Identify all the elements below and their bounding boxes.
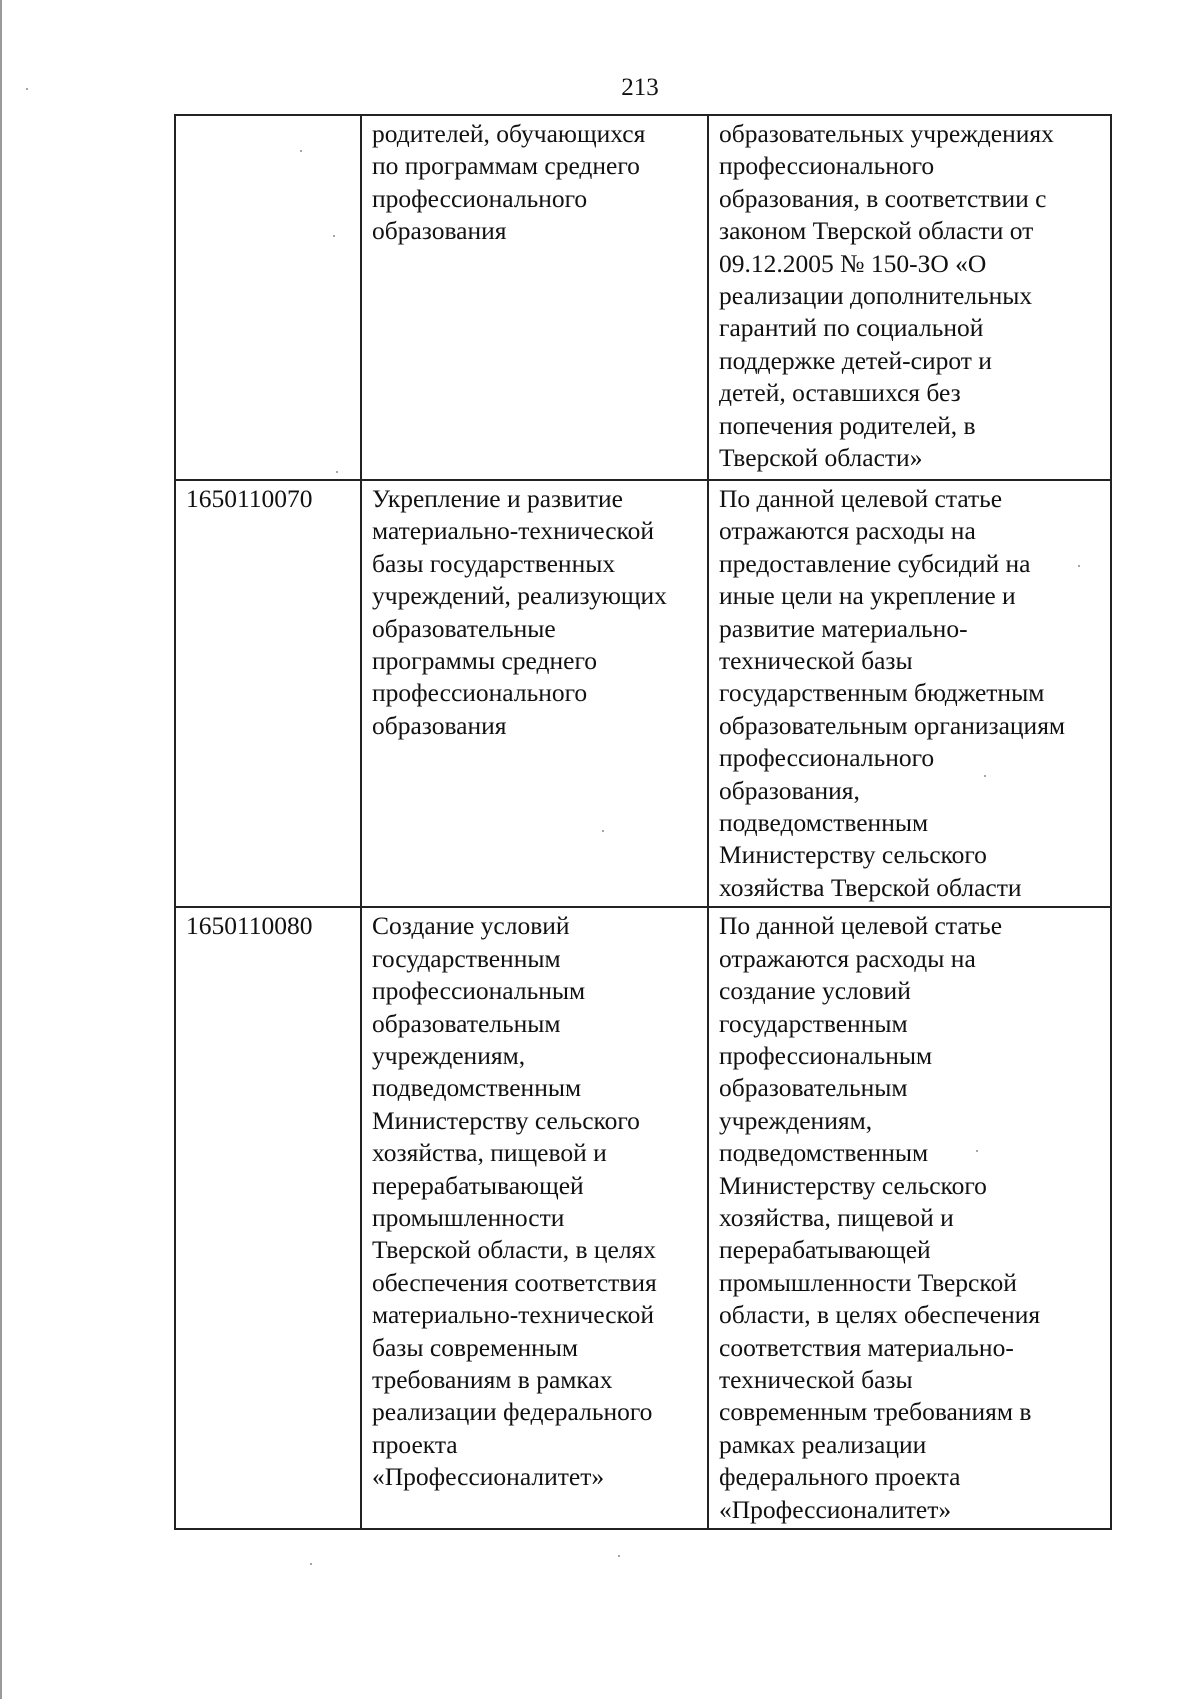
target-item-code: 1650110080 [175, 907, 361, 1529]
target-item-code [175, 115, 361, 480]
target-item-description: образовательных учреждениях профессионального образования, в соответствии с законом Тверской области от 09.12.2005 № 150-ЗО «О реализации дополнительных гарантий по социальной поддержке детей-сирот и детей, оставшихся без попечения родителей, в Тверской области» [708, 115, 1111, 480]
table-row [175, 480, 1111, 907]
target-item-code: 1650110070 [175, 480, 361, 907]
table-row [175, 907, 1111, 1529]
scan-speck [333, 235, 335, 237]
target-item-description: По данной целевой статье отражаются расходы на предоставление субсидий на иные цели на укрепление и развитие материально- технической базы государственным бюджетным образовательным организациям профессионального образования, подведомственным Министерству сельского хозяйства Тверской области [708, 480, 1111, 907]
scan-speck [26, 88, 28, 90]
scan-speck [310, 1563, 312, 1565]
scan-speck [976, 1150, 978, 1152]
scan-speck [984, 775, 986, 777]
table-row [175, 115, 1111, 480]
scan-speck [618, 1555, 620, 1557]
scan-speck [336, 471, 338, 473]
scan-speck [1078, 565, 1080, 567]
scan-speck [602, 830, 604, 832]
scan-edge [0, 0, 2, 1699]
target-item-description: По данной целевой статье отражаются расходы на создание условий государственным профессиональным образовательным учреждениям, подведомственным Министерству сельского хозяйства, пищевой и перерабатывающей промышленности Тверской области, в целях обеспечения соответствия материально- технической базы современным требованиям в рамках реализации федерального проекта «Профессионалитет» [708, 907, 1111, 1529]
target-item-name: родителей, обучающихся по программам среднего профессионального образования [361, 115, 708, 480]
target-item-name: Создание условий государственным профессиональным образовательным учреждениям, подведомственным Министерству сельского хозяйства, пищевой и перерабатывающей промышленности Тверской области, в целях обеспечения соответствия материально-технической базы современным требованиям в рамках реализации федерального проекта «Профессионалитет» [361, 907, 708, 1529]
target-item-name: Укрепление и развитие материально-технической базы государственных учреждений, реализующих образовательные программы среднего профессионального образования [361, 480, 708, 907]
scan-speck [300, 150, 302, 152]
budget-classification-table [174, 114, 1112, 1530]
page-number: 213 [621, 74, 659, 101]
